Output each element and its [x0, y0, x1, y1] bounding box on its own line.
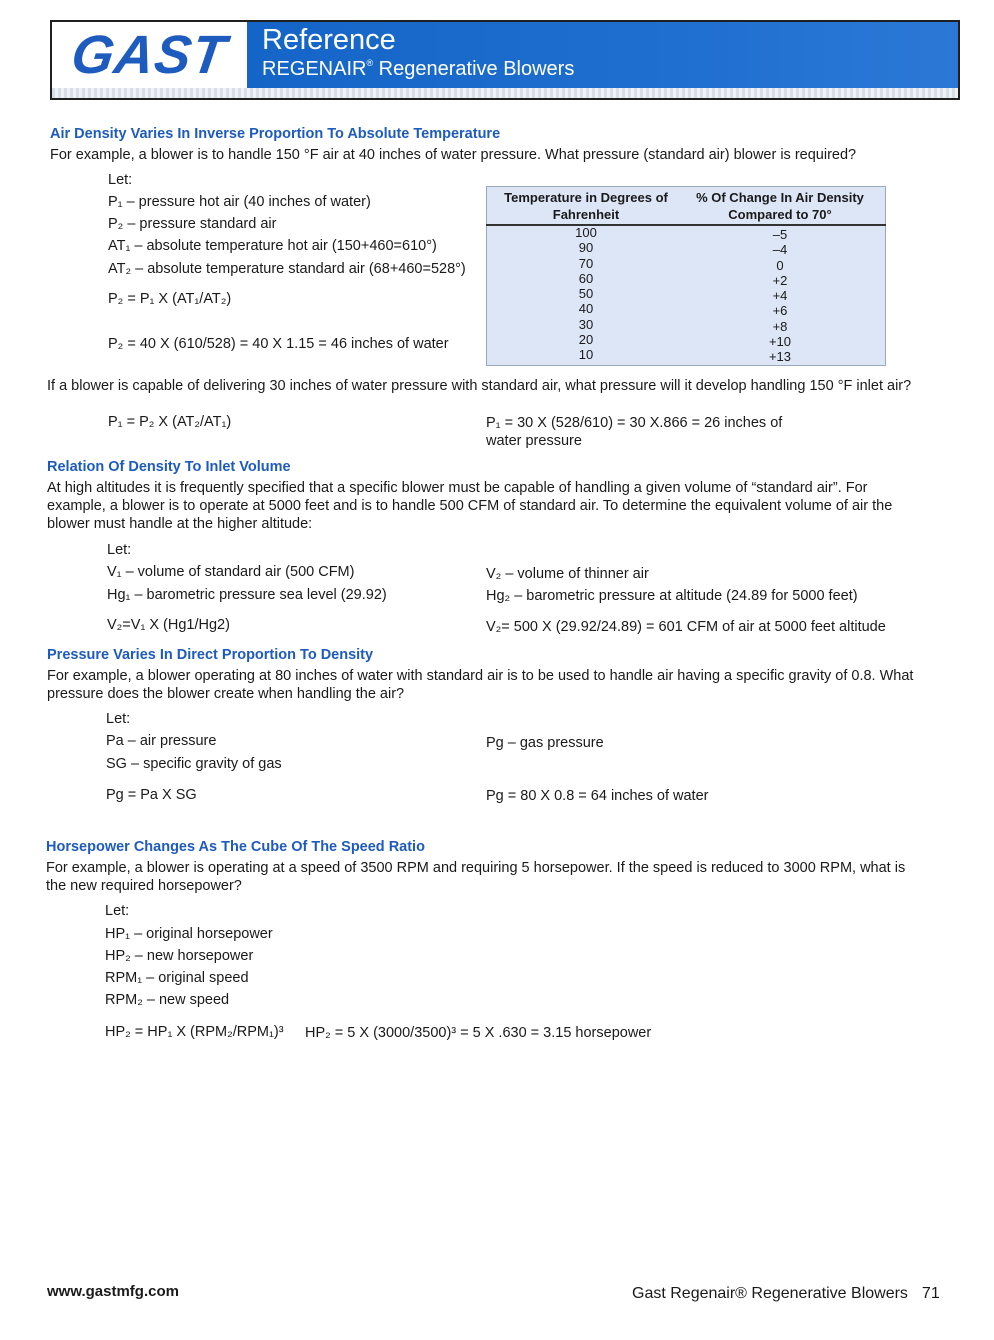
- var-p1: P₁ – pressure hot air (40 inches of water): [108, 194, 371, 210]
- footer-title: [632, 1285, 940, 1303]
- var-hp2: HP₂ – new horsepower: [105, 948, 254, 964]
- section-intro: For example, a blower is to handle 150 °F air at 40 inches of water pressure. What pressure (standard air) blower is required?: [50, 147, 857, 163]
- var-rpm1: RPM₁ – original speed: [105, 970, 249, 986]
- table-header-temperature: Temperature in Degrees of Fahrenheit: [504, 190, 668, 222]
- var-hg1: Hg₁ – barometric pressure sea level (29.92): [107, 587, 387, 603]
- formula-result: P₂ = 40 X (610/528) = 40 X 1.15 = 46 inches of water: [108, 336, 449, 352]
- section-heading-pressure-density: Pressure Varies In Direct Proportion To Density: [47, 647, 374, 663]
- formula: P₂ = P₁ X (AT₁/AT₂): [108, 291, 232, 307]
- formula-inverse-result-line2: water pressure: [486, 433, 582, 449]
- table-cell: 30: [578, 316, 594, 332]
- formula: Pg = Pa X SG: [106, 787, 197, 803]
- gast-logo: [53, 23, 245, 87]
- footer-website: www.gastmfg.com: [47, 1283, 179, 1300]
- section-heading-air-density: Air Density Varies In Inverse Proportion To Absolute Temperature: [50, 126, 501, 142]
- table-cell: +2: [772, 272, 788, 288]
- formula: V₂=V₁ X (Hg1/Hg2): [107, 617, 230, 633]
- var-hp1: HP₁ – original horsepower: [105, 926, 273, 942]
- table-cell: 0: [776, 257, 784, 273]
- table-cell: +4: [772, 288, 788, 304]
- let-label: Let:: [106, 711, 131, 727]
- var-v1: V₁ – volume of standard air (500 CFM): [107, 564, 355, 580]
- table-cell: 10: [578, 347, 594, 363]
- table-cell: 90: [578, 240, 594, 256]
- table-cell: –4: [772, 242, 788, 258]
- formula-result: Pg = 80 X 0.8 = 64 inches of water: [486, 788, 709, 804]
- table-cell: 100: [575, 225, 597, 240]
- var-at2: AT₂ – absolute temperature standard air (68+460=528°): [108, 261, 466, 277]
- table-cell: +6: [772, 303, 788, 319]
- header-subtitle: [262, 58, 574, 81]
- table-column-density-change: [690, 227, 870, 365]
- var-v2: V₂ – volume of thinner air: [486, 566, 649, 582]
- var-pg: Pg – gas pressure: [486, 735, 604, 751]
- footer-doc-title: Gast Regenair® Regenerative Blowers: [632, 1285, 908, 1302]
- table-cell: 50: [578, 286, 594, 302]
- header-title: Reference: [262, 24, 396, 56]
- table-cell: +13: [768, 349, 792, 365]
- var-rpm2: RPM₂ – new speed: [105, 992, 230, 1008]
- formula-inverse-result-line1: P₁ = 30 X (528/610) = 30 X.866 = 26 inches of: [486, 415, 783, 431]
- section-intro: For example, a blower operating at 80 inches of water with standard air is to be used to handle air having a specific gravity of 0.8. What pressure does the blower create when handling the air?: [47, 668, 914, 702]
- table-cell: 20: [578, 332, 594, 348]
- table-cell: +8: [772, 318, 788, 334]
- var-hg2: Hg₂ – barometric pressure at altitude (24.89 for 5000 feet): [486, 588, 858, 604]
- table-cell: –5: [772, 227, 788, 242]
- section-heading-inlet-volume: Relation Of Density To Inlet Volume: [47, 459, 291, 475]
- subtitle-brand: REGENAIR: [262, 58, 367, 80]
- table-column-temperature: [496, 225, 676, 363]
- formula-result: HP₂ = 5 X (3000/3500)³ = 5 X .630 = 3.15 horsepower: [305, 1025, 652, 1041]
- formula-result: V₂= 500 X (29.92/24.89) = 601 CFM of air at 5000 feet altitude: [486, 619, 886, 635]
- table-cell: 70: [578, 255, 594, 271]
- header-strip: [52, 88, 958, 98]
- let-label: Let:: [105, 903, 130, 919]
- table-cell: 60: [578, 270, 594, 286]
- table-header-density-change: % Of Change In Air Density Compared to 70°: [696, 190, 864, 222]
- var-sg: SG – specific gravity of gas: [106, 756, 282, 772]
- var-at1: AT₁ – absolute temperature hot air (150+460=610°): [108, 238, 437, 254]
- section-heading-horsepower: Horsepower Changes As The Cube Of The Speed Ratio: [46, 839, 425, 855]
- formula-inverse: P₁ = P₂ X (AT₂/AT₁): [108, 414, 232, 430]
- section-intro: At high altitudes it is frequently specified that a specific blower must be capable of handling a given volume of “standard air”. For example, a blower is to operate at 5000 feet and is to handle 500 CFM of standard air. To determine the equivalent volume of air the blower must handle at the higher altitude:: [47, 480, 893, 532]
- subtitle-rest: Regenerative Blowers: [373, 58, 575, 80]
- section-intro: For example, a blower is operating at a speed of 3500 RPM and requiring 5 horsepower. If the speed is reduced to 3000 RPM, what is the new required horsepower?: [46, 860, 906, 894]
- var-p2: P₂ – pressure standard air: [108, 216, 277, 232]
- table-cell: +10: [768, 334, 792, 350]
- gast-logo-text: GAST: [67, 25, 231, 85]
- var-pa: Pa – air pressure: [106, 733, 217, 749]
- page-number: 71: [921, 1285, 940, 1302]
- registered-mark: ®: [366, 58, 374, 68]
- let-label: Let:: [107, 542, 132, 558]
- let-label: Let:: [108, 172, 133, 188]
- question-paragraph: If a blower is capable of delivering 30 inches of water pressure with standard air, what pressure will it develop handling 150 °F inlet air?: [47, 378, 912, 394]
- formula: HP₂ = HP₁ X (RPM₂/RPM₁)³: [105, 1024, 284, 1040]
- table-cell: 40: [578, 301, 594, 317]
